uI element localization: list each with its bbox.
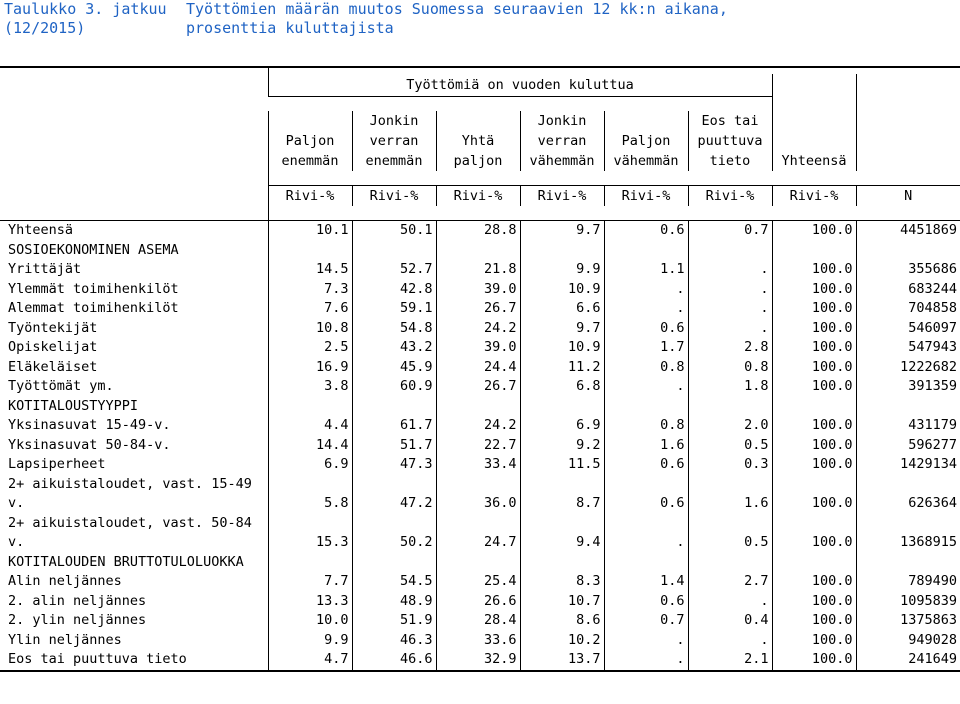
cell-value: 0.3 — [688, 455, 772, 475]
cell-value — [856, 553, 960, 573]
cell-value — [268, 514, 352, 534]
cell-value: 10.9 — [520, 338, 604, 358]
row-label: 2+ aikuistaloudet, vast. 50-84 — [8, 514, 252, 531]
column-header-l1 — [436, 111, 520, 131]
cell-value: 9.9 — [520, 260, 604, 280]
cell-value: 7.3 — [268, 280, 352, 300]
row-label: 2+ aikuistaloudet, vast. 15-49 — [8, 475, 252, 492]
cell-value: 547943 — [856, 338, 960, 358]
cell-value: 8.7 — [520, 494, 604, 514]
cell-value — [772, 397, 856, 417]
cell-value: 33.6 — [436, 631, 520, 651]
column-header-unit: Rivi-% — [604, 186, 688, 207]
cell-value: 100.0 — [772, 221, 856, 241]
cell-value — [688, 514, 772, 534]
table-number-title: Taulukko 3. jatkuu (12/2015) — [4, 0, 167, 37]
cell-value — [520, 514, 604, 534]
cell-value: 100.0 — [772, 592, 856, 612]
cell-value: 8.3 — [520, 572, 604, 592]
table-row — [0, 416, 960, 436]
cell-value — [436, 514, 520, 534]
cell-value — [856, 241, 960, 261]
cell-value: . — [688, 280, 772, 300]
column-header-l3 — [856, 151, 960, 171]
cell-value: 25.4 — [436, 572, 520, 592]
row-label: Eos tai puuttuva tieto — [0, 650, 268, 671]
cell-value: 0.7 — [604, 611, 688, 631]
table-row — [0, 338, 960, 358]
cell-value: 0.4 — [688, 611, 772, 631]
cell-value — [688, 475, 772, 495]
cell-value: 1.7 — [604, 338, 688, 358]
cell-value: 100.0 — [772, 631, 856, 651]
row-label: Ylin neljännes — [8, 631, 122, 648]
cell-value: 48.9 — [352, 592, 436, 612]
cell-value: 0.5 — [688, 533, 772, 553]
table-row — [0, 611, 960, 631]
column-header-l3: enemmän — [268, 151, 352, 171]
cell-value — [352, 475, 436, 495]
cell-value: 6.9 — [520, 416, 604, 436]
column-header-l1: Jonkin — [520, 111, 604, 131]
cell-value — [772, 514, 856, 534]
cell-value: 704858 — [856, 299, 960, 319]
cell-value: . — [688, 592, 772, 612]
cell-value: 46.3 — [352, 631, 436, 651]
cell-value: 14.4 — [268, 436, 352, 456]
cell-value: 60.9 — [352, 377, 436, 397]
cell-value: 100.0 — [772, 650, 856, 671]
table-row — [0, 319, 960, 339]
cell-value: . — [604, 650, 688, 671]
cell-value: 9.4 — [520, 533, 604, 553]
cell-value: 54.5 — [352, 572, 436, 592]
cell-value: 683244 — [856, 280, 960, 300]
table-row — [0, 397, 960, 417]
cell-value: 100.0 — [772, 319, 856, 339]
cell-value — [604, 475, 688, 495]
row-label: KOTITALOUSTYYPPI — [8, 397, 139, 414]
cell-value — [436, 397, 520, 417]
table-row — [0, 436, 960, 456]
cell-value: . — [688, 299, 772, 319]
row-label: KOTITALOUDEN BRUTTOTULOLUOKKA — [8, 553, 244, 570]
column-header-l3: vähemmän — [604, 151, 688, 171]
cell-value — [772, 241, 856, 261]
cell-value — [436, 241, 520, 261]
cell-value: 355686 — [856, 260, 960, 280]
cell-value: 2.8 — [688, 338, 772, 358]
cell-value — [604, 241, 688, 261]
cell-value: 13.3 — [268, 592, 352, 612]
cell-value: 42.8 — [352, 280, 436, 300]
cell-value — [520, 397, 604, 417]
row-label: Ylemmät toimihenkilöt — [8, 280, 179, 297]
cell-value: 10.2 — [520, 631, 604, 651]
row-label: Eläkeläiset — [8, 358, 98, 375]
cell-value — [352, 397, 436, 417]
cell-value — [604, 514, 688, 534]
table-row — [0, 475, 960, 495]
cell-value: 4451869 — [856, 221, 960, 241]
cell-value: 9.2 — [520, 436, 604, 456]
cell-value: 8.6 — [520, 611, 604, 631]
column-header-l2 — [856, 131, 960, 151]
table-row — [0, 553, 960, 573]
cell-value — [352, 514, 436, 534]
table-row — [0, 241, 960, 261]
cell-value: 0.6 — [604, 221, 688, 241]
row-label: v. — [8, 495, 25, 511]
cell-value: 5.8 — [268, 494, 352, 514]
cell-value: . — [688, 631, 772, 651]
cell-value: 10.9 — [520, 280, 604, 300]
cell-value: 100.0 — [772, 533, 856, 553]
cell-value: 241649 — [856, 650, 960, 671]
cell-value: 100.0 — [772, 611, 856, 631]
cell-value: 45.9 — [352, 358, 436, 378]
cell-value — [856, 397, 960, 417]
table-row — [0, 494, 960, 514]
cell-value: 47.3 — [352, 455, 436, 475]
table-row — [0, 533, 960, 553]
table-row — [0, 631, 960, 651]
cell-value: 33.4 — [436, 455, 520, 475]
cell-value: 51.9 — [352, 611, 436, 631]
column-header-l3: enemmän — [352, 151, 436, 171]
cell-value: 13.7 — [520, 650, 604, 671]
column-header-unit: Rivi-% — [688, 186, 772, 207]
cell-value: 1.1 — [604, 260, 688, 280]
column-header-l2: Yhtä — [436, 131, 520, 151]
cell-value: 10.1 — [268, 221, 352, 241]
cell-value: 789490 — [856, 572, 960, 592]
cell-value — [688, 397, 772, 417]
cell-value — [520, 475, 604, 495]
cell-value: 100.0 — [772, 280, 856, 300]
cell-value: 36.0 — [436, 494, 520, 514]
cell-value: 626364 — [856, 494, 960, 514]
cell-value: 50.2 — [352, 533, 436, 553]
cell-value: 46.6 — [352, 650, 436, 671]
row-label: 2. alin neljännes — [8, 592, 147, 609]
column-header-l1: Eos tai — [688, 111, 772, 131]
cell-value: 0.8 — [688, 358, 772, 378]
cell-value: 2.0 — [688, 416, 772, 436]
column-header-unit: Rivi-% — [520, 186, 604, 207]
cell-value: 1.8 — [688, 377, 772, 397]
row-label: Alin neljännes — [8, 573, 122, 589]
table-row — [0, 455, 960, 475]
cell-value: 0.6 — [604, 494, 688, 514]
cell-value: 15.3 — [268, 533, 352, 553]
cell-value — [436, 553, 520, 573]
cell-value: 26.7 — [436, 299, 520, 319]
cell-value: 24.7 — [436, 533, 520, 553]
cell-value: 4.4 — [268, 416, 352, 436]
cell-value: 1.6 — [604, 436, 688, 456]
table-row — [0, 514, 960, 534]
cell-value: 54.8 — [352, 319, 436, 339]
cell-value: 1375863 — [856, 611, 960, 631]
cell-value: 14.5 — [268, 260, 352, 280]
cell-value — [856, 475, 960, 495]
column-header-l1 — [856, 111, 960, 131]
cell-value: 9.9 — [268, 631, 352, 651]
cell-value: 39.0 — [436, 338, 520, 358]
row-label: 2. ylin neljännes — [8, 612, 147, 628]
cell-value: 10.8 — [268, 319, 352, 339]
cell-value: 26.6 — [436, 592, 520, 612]
cell-value: 28.4 — [436, 611, 520, 631]
cell-value: 100.0 — [772, 260, 856, 280]
cell-value: 4.7 — [268, 650, 352, 671]
row-label: Yksinasuvat 50-84-v. — [8, 436, 171, 453]
cell-value — [520, 241, 604, 261]
table-row — [0, 572, 960, 592]
row-label: Yhteensä — [0, 221, 268, 241]
cell-value: 2.5 — [268, 338, 352, 358]
cell-value: 0.7 — [688, 221, 772, 241]
column-header-l2: Paljon — [268, 131, 352, 151]
table-row — [0, 358, 960, 378]
cell-value — [772, 475, 856, 495]
row-label: v. — [8, 534, 25, 550]
column-header-l1 — [604, 111, 688, 131]
cell-value: 59.1 — [352, 299, 436, 319]
table-row — [0, 280, 960, 300]
table-row — [0, 377, 960, 397]
cell-value: 0.6 — [604, 319, 688, 339]
column-header-l3: paljon — [436, 151, 520, 171]
column-header-l1 — [772, 111, 856, 131]
cell-value — [604, 397, 688, 417]
row-label: Lapsiperheet — [8, 456, 106, 472]
cell-value: 100.0 — [772, 416, 856, 436]
cell-value: 1.6 — [688, 494, 772, 514]
cell-value — [268, 241, 352, 261]
table-row — [0, 650, 960, 671]
cell-value — [268, 553, 352, 573]
row-label: Yksinasuvat 15-49-v. — [8, 417, 171, 433]
cell-value: 100.0 — [772, 572, 856, 592]
cell-value: 100.0 — [772, 338, 856, 358]
cell-value: . — [604, 533, 688, 553]
cell-value: 11.2 — [520, 358, 604, 378]
column-header-l3: Yhteensä — [772, 151, 856, 171]
row-label: SOSIOEKONOMINEN ASEMA — [8, 241, 179, 258]
cell-value: . — [604, 299, 688, 319]
table-row — [0, 592, 960, 612]
cell-value: 43.2 — [352, 338, 436, 358]
cell-value — [856, 514, 960, 534]
cell-value: 7.6 — [268, 299, 352, 319]
column-header-unit: Rivi-% — [352, 186, 436, 207]
cell-value: 21.8 — [436, 260, 520, 280]
column-header-l2 — [772, 131, 856, 151]
column-header-l3: vähemmän — [520, 151, 604, 171]
cell-value: 6.6 — [520, 299, 604, 319]
cell-value: 2.1 — [688, 650, 772, 671]
table-title: Työttömien määrän muutos Suomessa seuraavien 12 kk:n aikana, prosenttia kuluttajista — [186, 0, 728, 37]
cell-value: . — [688, 319, 772, 339]
cell-value: 7.7 — [268, 572, 352, 592]
table-row — [0, 299, 960, 319]
cell-value — [268, 475, 352, 495]
column-header-l2: verran — [520, 131, 604, 151]
cell-value — [520, 553, 604, 573]
cell-value: 1368915 — [856, 533, 960, 553]
cell-value: 50.1 — [352, 221, 436, 241]
column-header-l2: verran — [352, 131, 436, 151]
column-header-l3: tieto — [688, 151, 772, 171]
cell-value: 32.9 — [436, 650, 520, 671]
cell-value: 24.4 — [436, 358, 520, 378]
column-header-l2: puuttuva — [688, 131, 772, 151]
cell-value: 100.0 — [772, 299, 856, 319]
cell-value: 3.8 — [268, 377, 352, 397]
cell-value: 51.7 — [352, 436, 436, 456]
cell-value — [604, 553, 688, 573]
cell-value: 100.0 — [772, 358, 856, 378]
column-header-l1 — [268, 111, 352, 131]
cell-value: 24.2 — [436, 416, 520, 436]
cell-value: 0.5 — [688, 436, 772, 456]
cell-value: 100.0 — [772, 455, 856, 475]
cell-value: 596277 — [856, 436, 960, 456]
cell-value — [436, 475, 520, 495]
column-header-l1: Jonkin — [352, 111, 436, 131]
column-header-unit: Rivi-% — [436, 186, 520, 207]
row-label: Työttömät ym. — [8, 378, 114, 394]
table-row — [0, 221, 960, 241]
cell-value — [688, 241, 772, 261]
cell-value: 391359 — [856, 377, 960, 397]
cell-value: 9.7 — [520, 319, 604, 339]
cell-value: 0.6 — [604, 592, 688, 612]
row-label: Opiskelijat — [8, 339, 98, 355]
row-label: Yrittäjät — [8, 261, 82, 277]
cell-value: 1095839 — [856, 592, 960, 612]
cell-value: 1429134 — [856, 455, 960, 475]
cell-value — [352, 241, 436, 261]
column-header-unit: Rivi-% — [268, 186, 352, 207]
cell-value — [772, 553, 856, 573]
group-header: Työttömiä on vuoden kuluttua — [268, 74, 772, 97]
column-header-unit: N — [856, 186, 960, 207]
cell-value: 0.8 — [604, 416, 688, 436]
cell-value: 28.8 — [436, 221, 520, 241]
data-table — [0, 66, 960, 672]
cell-value: 6.8 — [520, 377, 604, 397]
cell-value: 39.0 — [436, 280, 520, 300]
cell-value: 2.7 — [688, 572, 772, 592]
cell-value: 100.0 — [772, 436, 856, 456]
cell-value: 949028 — [856, 631, 960, 651]
cell-value: 431179 — [856, 416, 960, 436]
cell-value — [688, 553, 772, 573]
cell-value: 6.9 — [268, 455, 352, 475]
column-header-l2: Paljon — [604, 131, 688, 151]
cell-value: 26.7 — [436, 377, 520, 397]
row-label: Alemmat toimihenkilöt — [8, 300, 179, 316]
cell-value: 1.4 — [604, 572, 688, 592]
row-label: Työntekijät — [8, 319, 98, 336]
cell-value: 52.7 — [352, 260, 436, 280]
cell-value: 9.7 — [520, 221, 604, 241]
cell-value: 61.7 — [352, 416, 436, 436]
cell-value: . — [604, 377, 688, 397]
cell-value: . — [604, 280, 688, 300]
column-header-unit: Rivi-% — [772, 186, 856, 207]
cell-value: 22.7 — [436, 436, 520, 456]
cell-value: 10.0 — [268, 611, 352, 631]
cell-value: 100.0 — [772, 494, 856, 514]
cell-value: . — [604, 631, 688, 651]
table-row — [0, 260, 960, 280]
cell-value: 24.2 — [436, 319, 520, 339]
cell-value: 546097 — [856, 319, 960, 339]
cell-value: 0.8 — [604, 358, 688, 378]
cell-value — [268, 397, 352, 417]
cell-value: 0.6 — [604, 455, 688, 475]
cell-value: 16.9 — [268, 358, 352, 378]
cell-value: 11.5 — [520, 455, 604, 475]
cell-value: 47.2 — [352, 494, 436, 514]
cell-value — [352, 553, 436, 573]
cell-value: . — [688, 260, 772, 280]
cell-value: 10.7 — [520, 592, 604, 612]
cell-value: 100.0 — [772, 377, 856, 397]
cell-value: 1222682 — [856, 358, 960, 378]
